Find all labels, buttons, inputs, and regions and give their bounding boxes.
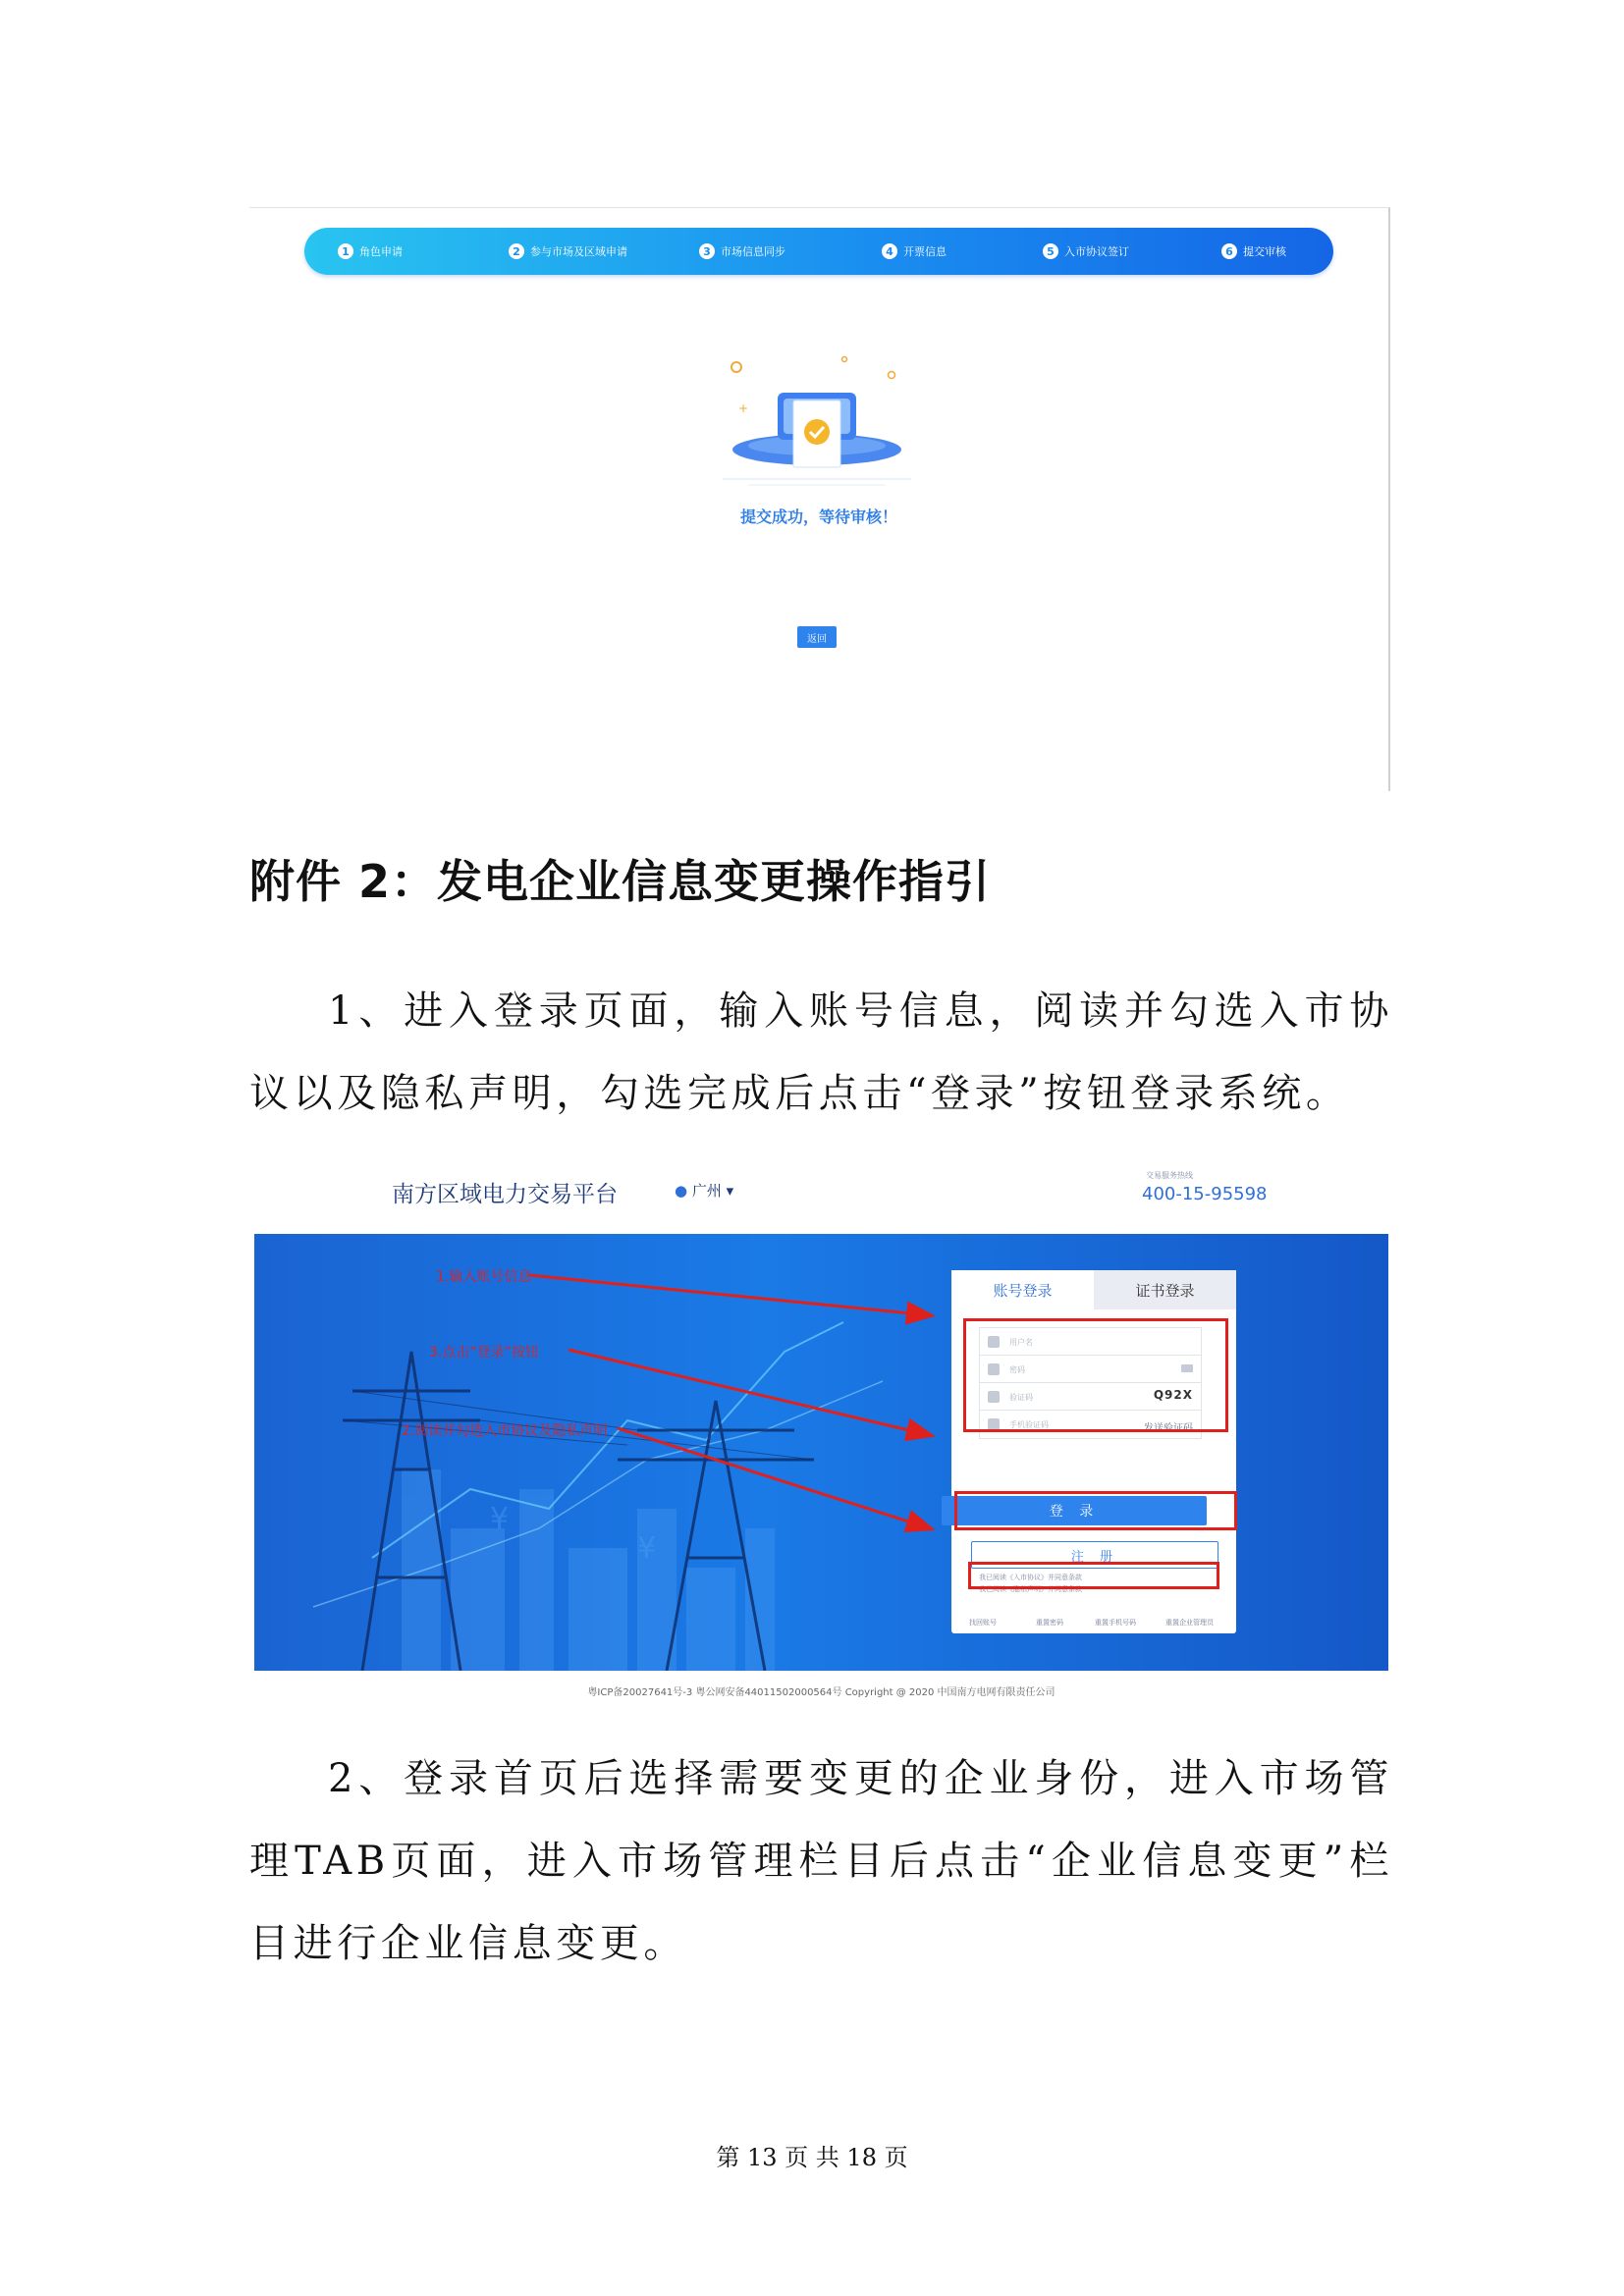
login-button[interactable]: 登 录 bbox=[942, 1496, 1207, 1525]
svg-text:¥: ¥ bbox=[490, 1502, 510, 1536]
step-6[interactable]: 6 提交审核 bbox=[1221, 228, 1286, 275]
username-input[interactable]: 用户名 bbox=[979, 1327, 1202, 1357]
login-page-screenshot bbox=[254, 1139, 1388, 1710]
highlight-login-button-box bbox=[954, 1491, 1237, 1530]
submit-success-illustration bbox=[719, 355, 915, 493]
hotline-label: 交易服务热线 bbox=[1146, 1171, 1193, 1180]
step-4[interactable]: 4 开票信息 bbox=[882, 228, 947, 275]
annotation-read-agreement: 2.阅读并勾选入市协议及隐私声明 bbox=[402, 1423, 608, 1439]
site-title: 南方区域电力交易平台 bbox=[392, 1182, 618, 1207]
step-2[interactable]: 2 参与市场及区域申请 bbox=[509, 228, 627, 275]
submit-success-screenshot bbox=[249, 207, 1390, 791]
tab-certificate-login[interactable]: 证书登录 bbox=[1094, 1270, 1236, 1309]
tab-account-login[interactable]: 账号登录 bbox=[951, 1270, 1094, 1309]
recover-account-link[interactable]: 找回账号 bbox=[969, 1619, 997, 1627]
agree-market-agreement-checkbox[interactable]: 我已阅读《入市协议》并同意条款 bbox=[979, 1574, 1082, 1581]
sms-code-input[interactable]: 手机验证码 发送验证码 bbox=[979, 1410, 1202, 1439]
highlight-agreement-box bbox=[968, 1562, 1219, 1589]
svg-text:¥: ¥ bbox=[637, 1531, 657, 1566]
chevron-down-icon: ▾ bbox=[726, 1182, 734, 1200]
instruction-paragraph-1: 1、进入登录页面，输入账号信息，阅读并勾选入市协议以及隐私声明，勾选完成后点击“登录”按钮登录系统。 bbox=[249, 988, 1393, 1116]
back-button[interactable]: 返回 bbox=[797, 626, 837, 648]
send-code-button[interactable]: 发送验证码 bbox=[1144, 1423, 1193, 1434]
annotation-enter-account: 1.输入账号信息 bbox=[436, 1269, 532, 1285]
region-selector[interactable] bbox=[675, 1180, 733, 1201]
success-message: 提交成功，等待审核！ bbox=[739, 507, 897, 526]
reset-admin-link[interactable]: 重置企业管理员 bbox=[1165, 1619, 1214, 1627]
password-input[interactable]: 密码 bbox=[979, 1355, 1202, 1384]
svg-text:+: + bbox=[738, 401, 749, 415]
reset-phone-link[interactable]: 重置手机号码 bbox=[1095, 1619, 1136, 1627]
user-location-icon: ● bbox=[675, 1182, 688, 1200]
hotline-number: 400-15-95598 bbox=[1142, 1184, 1268, 1204]
page-number: 第 13 页 共 18 页 bbox=[716, 2144, 908, 2171]
captcha-image[interactable]: Q92X bbox=[1153, 1388, 1193, 1402]
highlight-account-fields-box bbox=[963, 1318, 1228, 1432]
annotation-click-login: 3.点击“登录”按钮 bbox=[429, 1345, 539, 1361]
section-heading: 附件 2：发电企业信息变更操作指引 bbox=[249, 855, 992, 908]
captcha-input[interactable]: 验证码 Q92X bbox=[979, 1382, 1202, 1412]
reset-password-link[interactable]: 重置密码 bbox=[1036, 1619, 1063, 1627]
login-banner bbox=[254, 1234, 1388, 1671]
step-3[interactable]: 3 市场信息同步 bbox=[699, 228, 785, 275]
progress-steps-bar bbox=[304, 228, 1333, 275]
step-1[interactable]: 1 角色申请 bbox=[338, 228, 403, 275]
copyright-notice: 粤ICP备20027641号-3 粤公网安备44011502000564号 Copyright @ 2020 中国南方电网有限责任公司 bbox=[587, 1687, 1056, 1698]
instruction-paragraph-2: 2、登录首页后选择需要变更的企业身份，进入市场管理TAB页面，进入市场管理栏目后点击“企业信息变更”栏目进行企业信息变更。 bbox=[249, 1756, 1393, 1966]
register-button[interactable]: 注 册 bbox=[971, 1541, 1218, 1569]
step-5[interactable]: 5 入市协议签订 bbox=[1043, 228, 1129, 275]
region-label: 广州 bbox=[691, 1182, 722, 1200]
agree-privacy-statement-checkbox[interactable]: 我已阅读《隐私声明》并同意条款 bbox=[979, 1585, 1082, 1593]
